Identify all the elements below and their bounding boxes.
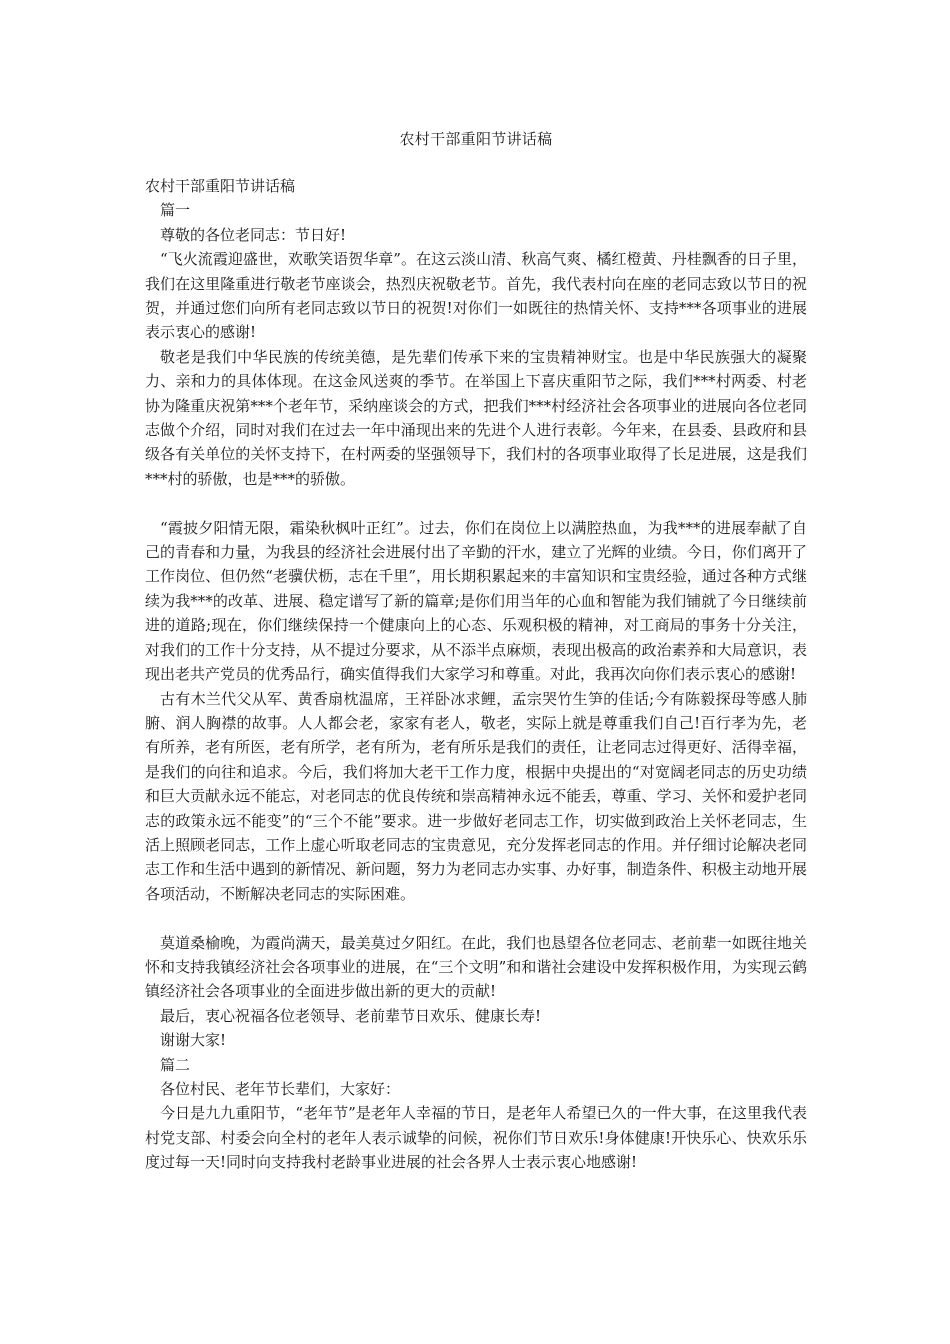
- paragraph: 古有木兰代父从军、黄香扇枕温席，王祥卧冰求鲤，孟宗哭竹生笋的佳话;今有陈毅探母等感人肺腑、润人胸襟的故事。人人都会老，家家有老人，敬老，实际上就是尊重我们自己!百行孝为先，老有所养，老有所医，老有所学，老有所为，老有所乐是我们的责任，让老同志过得更好、活得幸福，是我们的向往和追求。今后，我们将加大老干工作力度，根据中央提出的“对宽阔老同志的历史功绩和巨大贡献永远不能忘，对老同志的优良传统和崇高精神永远不能丢，尊重、学习、关怀和爱护老同志的政策永远不能变”的“三个不能”要求。进一步做好老同志工作，切实做到政治上关怀老同志，生活上照顾老同志，工作上虚心听取老同志的宝贵意见，充分发挥老同志的作用。并仔细讨论解决老同志工作和生活中遇到的新情况、新问题，努力为老同志办实事、办好事，制造条件、积极主动地开展各项活动，不断解决老同志的实际困难。: [145, 689, 807, 903]
- paragraph: 莫道桑榆晚，为霞尚满天，最美莫过夕阳红。在此，我们也恳望各位老同志、老前辈一如既往地关怀和支持我镇经济社会各项事业的进展，在“三个文明”和和谐社会建设中发挥积极作用，为实现云鹤镇经济社会各项事业的全面进步做出新的更大的贡献!: [145, 933, 807, 1001]
- paragraph-gap: [145, 906, 807, 930]
- section-label-1: 篇一: [160, 201, 191, 220]
- paragraph: 敬老是我们中华民族的传统美德，是先辈们传承下来的宝贵精神财宝。也是中华民族强大的凝聚力、亲和力的具体体现。在这金风送爽的季节。在举国上下喜庆重阳节之际，我们***村两委、村老协为隆重庆祝第***个老年节，采纳座谈会的方式，把我们***村经济社会各项事业的进展向各位老同志做个介绍，同时对我们在过去一年中涌现出来的先进个人进行表彰。今年来，在县委、县政府和县级各有关单位的关怀支持下，在村两委的坚强领导下，我们村的各项事业取得了长足进展，这是我们***村的骄傲，也是***的骄傲。: [145, 347, 807, 488]
- closing-wish: 最后，衷心祝福各位老领导、老前辈节日欢乐、健康长寿!: [160, 1006, 542, 1025]
- paragraph-gap: [145, 491, 807, 515]
- paragraph: “飞火流霞迎盛世，欢歌笑语贺华章”。在这云淡山清、秋高气爽、橘红橙黄、丹桂飘香的日子里，我们在这里隆重进行敬老节座谈会，热烈庆祝敬老节。首先，我代表村向在座的老同志致以节日的祝贺，并通过您们向所有老同志致以节日的祝贺!对你们一如既往的热情关怀、支持***各项事业的进展表示衷心的感谢!: [145, 250, 807, 342]
- document-body: [145, 174, 807, 1175]
- paragraph: 今日是九九重阳节，“老年节”是老年人幸福的节日，是老年人希望已久的一件大事，在这里我代表村党支部、村委会向全村的老年人表示诚挚的问候，祝你们节日欢乐!身体健康!开快乐心、快欢乐乐度过每一天!同时向支持我村老龄事业进展的社会各界人士表示衷心地感谢!: [145, 1104, 807, 1172]
- paragraph: “霞披夕阳情无限，霜染秋枫叶正红”。过去，你们在岗位上以满腔热血，为我***的进展奉献了自己的青春和力量，为我县的经济社会进展付出了辛勤的汗水，建立了光辉的业绩。今日，你们离开了工作岗位、但仍然“老骥伏枥，志在千里”，用长期积累起来的丰富知识和宝贵经验，通过各种方式继续为我***的改革、进展、稳定谱写了新的篇章;是你们用当年的心血和智能为我们铺就了今日继续前进的道路;现在，你们继续保持一个健康向上的心态、乐观积极的精神，对工商局的事务十分关注，对我们的工作十分支持，从不提过分要求，从不添半点麻烦，表现出极高的政治素养和大局意识，表现出老共产党员的优秀品行，确实值得我们大家学习和尊重。对此，我再次向你们表示衷心的感谢!: [145, 518, 807, 684]
- document-heading: 农村干部重阳节讲话稿: [145, 177, 296, 195]
- salutation-2: 各位村民、老年节长辈们，大家好：: [160, 1080, 401, 1098]
- section-label-2: 篇二: [160, 1055, 191, 1074]
- document-title: 农村干部重阳节讲话稿: [399, 130, 553, 148]
- salutation-1: 尊敬的各位老同志：节日好!: [160, 225, 347, 244]
- closing-thanks: 谢谢大家!: [160, 1031, 227, 1050]
